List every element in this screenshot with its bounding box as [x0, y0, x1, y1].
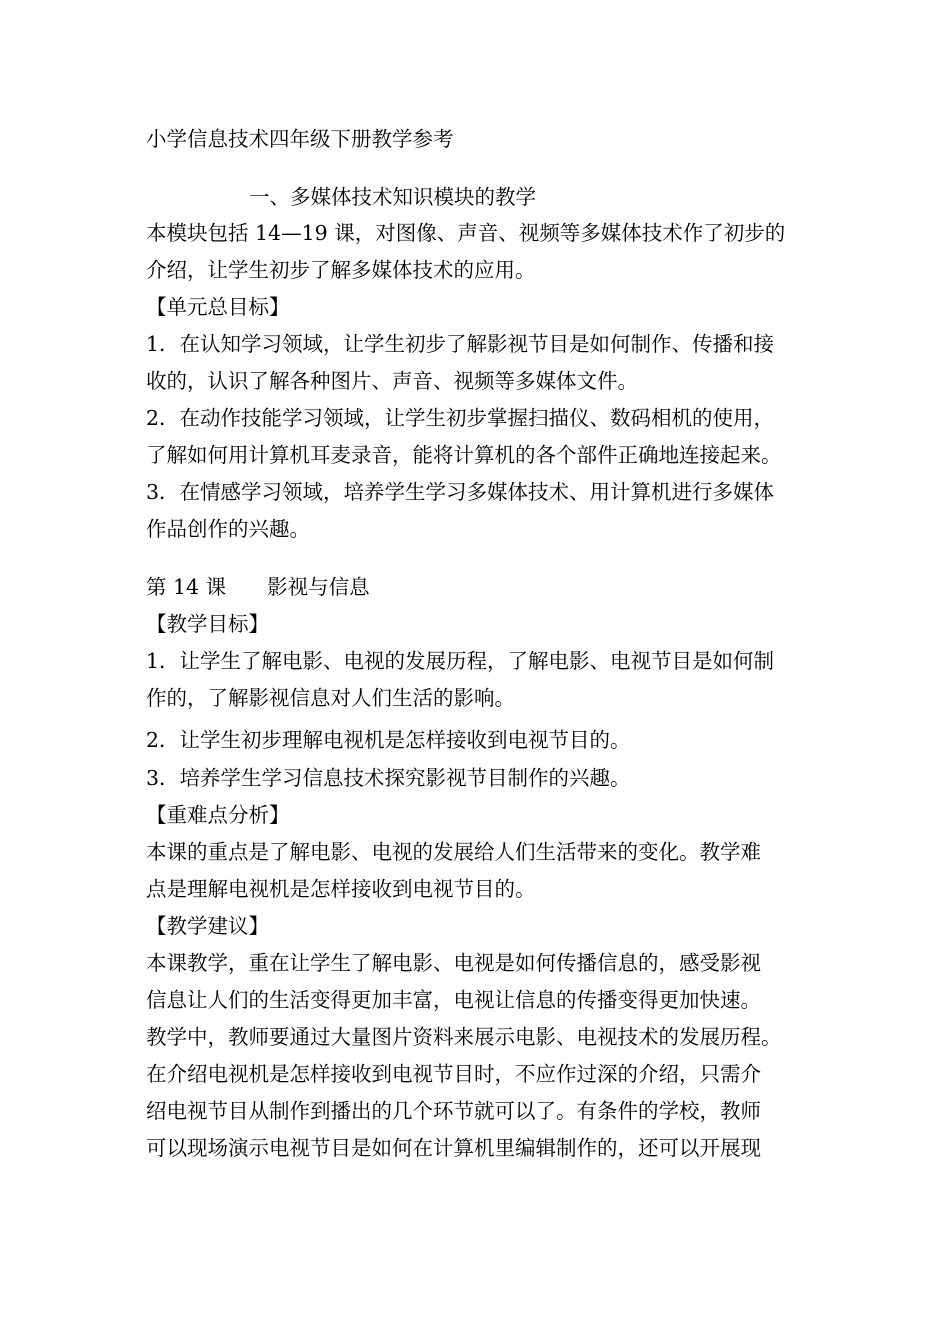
- unit-goal-line: 作品创作的兴趣。: [146, 517, 310, 541]
- key-points-heading: 【重难点分析】: [146, 803, 290, 827]
- suggestion-line: 教学中，教师要通过大量图片资料来展示电影、电视技术的发展历程。: [146, 1025, 782, 1049]
- unit-goal-line: 了解如何用计算机耳麦录音，能将计算机的各个部件正确地连接起来。: [146, 443, 782, 467]
- lesson-title: 第 14 课 影视与信息: [146, 575, 370, 599]
- suggestion-line: 绍电视节目从制作到播出的几个环节就可以了。有条件的学校，教师: [146, 1099, 761, 1123]
- suggestion-line: 在介绍电视机是怎样接收到电视节目时，不应作过深的介绍，只需介: [146, 1062, 761, 1086]
- key-points-line: 点是理解电视机是怎样接收到电视节目的。: [146, 877, 536, 901]
- section-heading: 一、多媒体技术知识模块的教学: [249, 185, 536, 209]
- teaching-goal-heading: 【教学目标】: [146, 612, 269, 636]
- unit-goal-line: 2．在动作技能学习领域，让学生初步掌握扫描仪、数码相机的使用，: [146, 406, 775, 430]
- document-title: 小学信息技术四年级下册教学参考: [146, 127, 454, 151]
- unit-goal-line: 收的，认识了解各种图片、声音、视频等多媒体文件。: [146, 369, 638, 393]
- unit-goal-heading: 【单元总目标】: [146, 295, 290, 319]
- teaching-goal-line: 作的，了解影视信息对人们生活的影响。: [146, 686, 515, 710]
- teaching-goal-line: 3．培养学生学习信息技术探究影视节目制作的兴趣。: [146, 766, 631, 790]
- suggestion-line: 本课教学，重在让学生了解电影、电视是如何传播信息的，感受影视: [146, 951, 761, 975]
- intro-line: 介绍，让学生初步了解多媒体技术的应用。: [146, 258, 536, 282]
- suggestion-heading: 【教学建议】: [146, 914, 269, 938]
- suggestion-line: 信息让人们的生活变得更加丰富，电视让信息的传播变得更加快速。: [146, 988, 761, 1012]
- unit-goal-line: 1．在认知学习领域，让学生初步了解影视节目是如何制作、传播和接: [146, 332, 775, 356]
- key-points-line: 本课的重点是了解电影、电视的发展给人们生活带来的变化。教学难: [146, 840, 761, 864]
- suggestion-line: 可以现场演示电视节目是如何在计算机里编辑制作的，还可以开展现: [146, 1136, 761, 1160]
- teaching-goal-line: 2．让学生初步理解电视机是怎样接收到电视节目的。: [146, 728, 631, 752]
- unit-goal-line: 3．在情感学习领域，培养学生学习多媒体技术、用计算机进行多媒体: [146, 480, 775, 504]
- intro-line: 本模块包括 14—19 课，对图像、声音、视频等多媒体技术作了初步的: [146, 221, 786, 245]
- teaching-goal-line: 1．让学生了解电影、电视的发展历程，了解电影、电视节目是如何制: [146, 649, 775, 673]
